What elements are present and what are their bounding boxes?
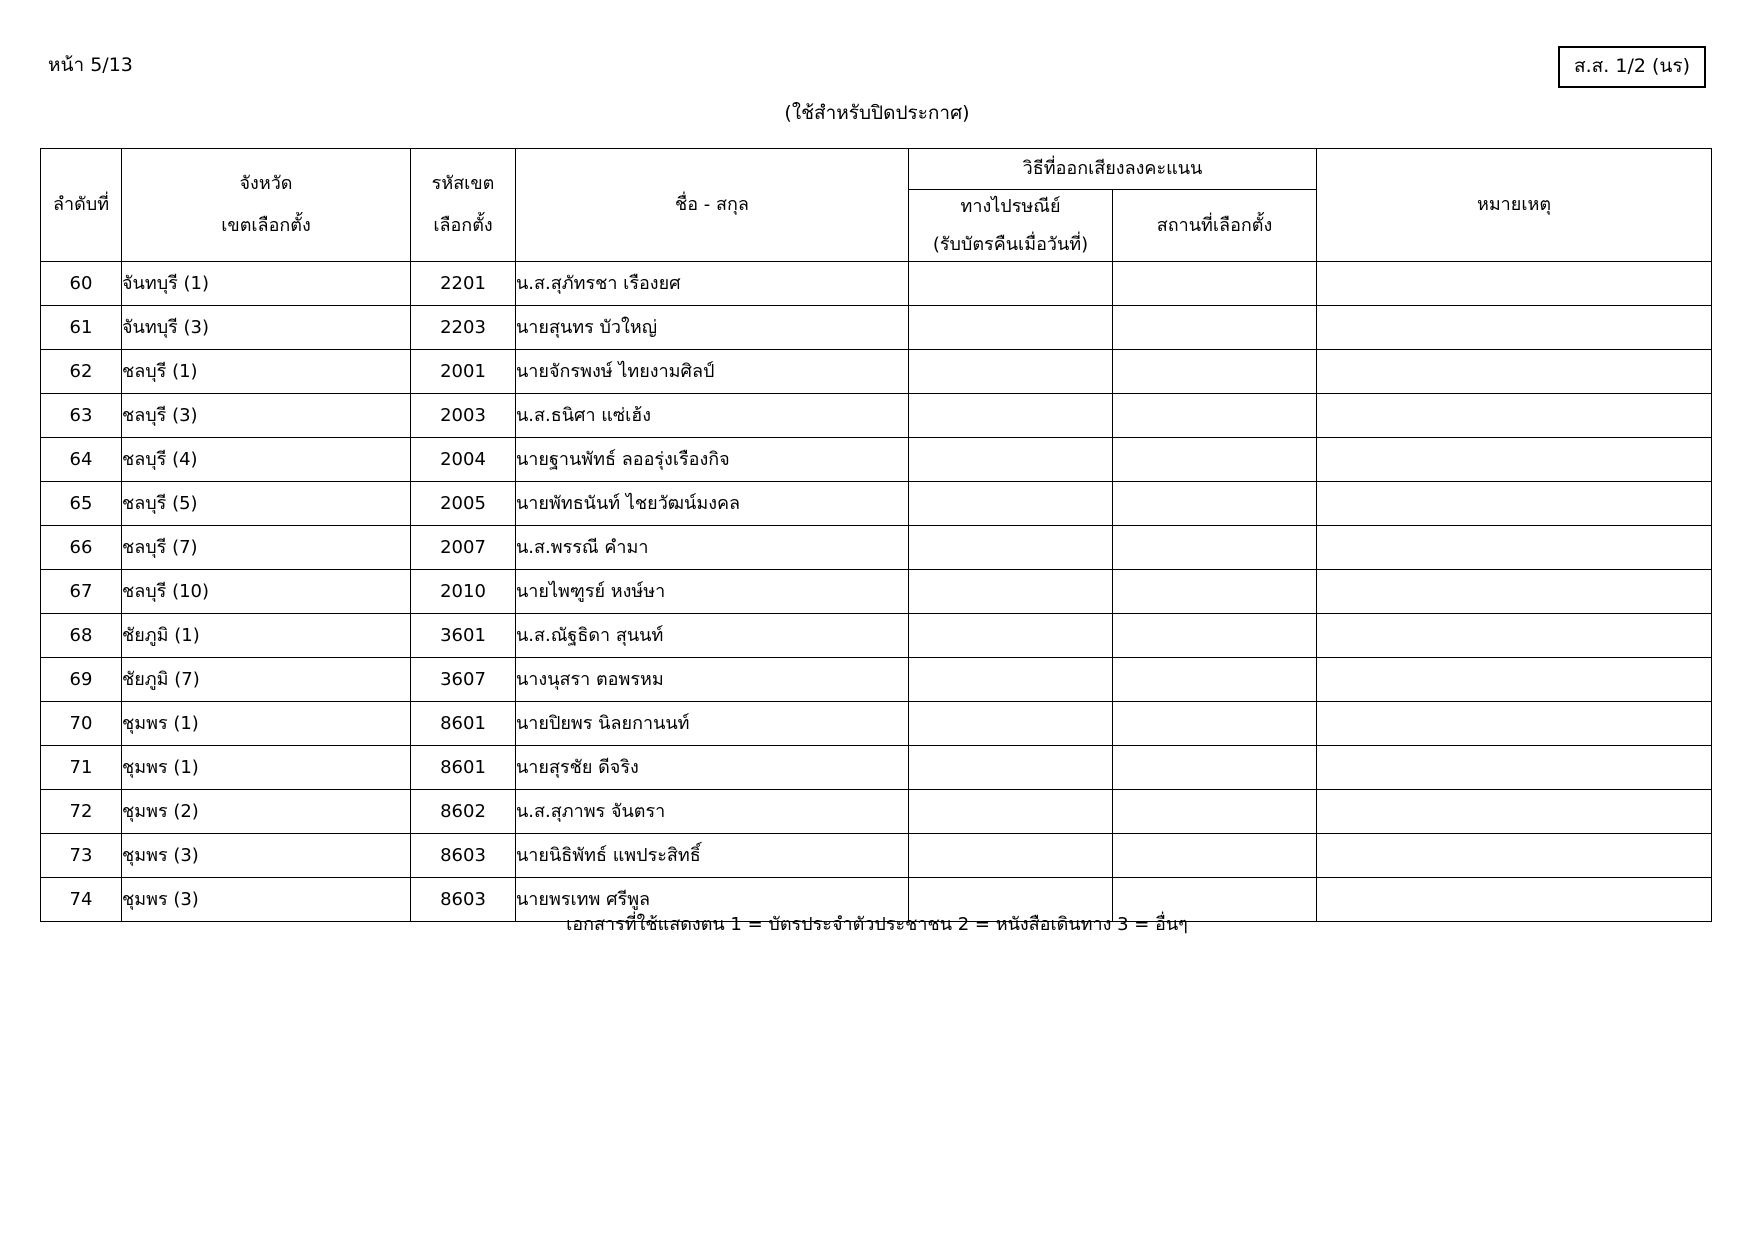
- cell-name: นายพรเทพ ศรีพูล: [516, 878, 909, 922]
- table-head: [41, 149, 1712, 262]
- cell-province: ชุมพร (2): [122, 790, 411, 834]
- table-row: [41, 614, 1712, 658]
- cell-no: 68: [41, 614, 122, 658]
- cell-code: 2001: [411, 350, 516, 394]
- cell-postal: [909, 526, 1113, 570]
- cell-remark: [1317, 570, 1712, 614]
- cell-remark: [1317, 262, 1712, 306]
- cell-name: นายสุนทร บัวใหญ่: [516, 306, 909, 350]
- cell-code: 2201: [411, 262, 516, 306]
- column-header-method-group: วิธีที่ออกเสียงลงคะแนน: [909, 149, 1317, 190]
- column-header-code-line2: เลือกตั้ง: [433, 215, 493, 236]
- cell-remark: [1317, 394, 1712, 438]
- table-row: [41, 790, 1712, 834]
- cell-no: 64: [41, 438, 122, 482]
- cell-name: น.ส.ธนิศา แซ่เฮ้ง: [516, 394, 909, 438]
- column-header-province: [122, 149, 411, 262]
- cell-province: ชัยภูมิ (7): [122, 658, 411, 702]
- table-body: [41, 262, 1712, 922]
- table-row: [41, 350, 1712, 394]
- cell-code: 2003: [411, 394, 516, 438]
- cell-code: 8602: [411, 790, 516, 834]
- cell-province: ชลบุรี (7): [122, 526, 411, 570]
- cell-code: 2010: [411, 570, 516, 614]
- cell-code: 8603: [411, 834, 516, 878]
- cell-postal: [909, 394, 1113, 438]
- cell-name: นางนุสรา ตอพรหม: [516, 658, 909, 702]
- cell-place: [1113, 570, 1317, 614]
- cell-place: [1113, 394, 1317, 438]
- cell-province: ชุมพร (1): [122, 746, 411, 790]
- cell-place: [1113, 834, 1317, 878]
- document-footnote: เอกสารที่ใช้แสดงตน 1 = บัตรประจำตัวประชาชน 2 = หนังสือเดินทาง 3 = อื่นๆ: [566, 914, 1188, 935]
- cell-province: ชลบุรี (4): [122, 438, 411, 482]
- table-row: [41, 834, 1712, 878]
- cell-place: [1113, 746, 1317, 790]
- cell-remark: [1317, 306, 1712, 350]
- table-row: [41, 526, 1712, 570]
- cell-remark: [1317, 790, 1712, 834]
- cell-place: [1113, 526, 1317, 570]
- column-header-name: ชื่อ - สกุล: [516, 149, 909, 262]
- cell-remark: [1317, 614, 1712, 658]
- cell-code: 3607: [411, 658, 516, 702]
- cell-code: 2203: [411, 306, 516, 350]
- column-header-province-line2: เขตเลือกตั้ง: [221, 215, 311, 236]
- cell-postal: [909, 570, 1113, 614]
- cell-postal: [909, 614, 1113, 658]
- cell-postal: [909, 438, 1113, 482]
- cell-name: น.ส.สุภาพร จันตรา: [516, 790, 909, 834]
- column-header-method-postal: [909, 190, 1113, 262]
- cell-place: [1113, 438, 1317, 482]
- cell-no: 74: [41, 878, 122, 922]
- table-row: [41, 570, 1712, 614]
- cell-no: 60: [41, 262, 122, 306]
- cell-code: 2007: [411, 526, 516, 570]
- cell-name: น.ส.พรรณี คำมา: [516, 526, 909, 570]
- cell-postal: [909, 350, 1113, 394]
- cell-name: น.ส.สุภัทรชา เรืองยศ: [516, 262, 909, 306]
- cell-place: [1113, 482, 1317, 526]
- cell-no: 63: [41, 394, 122, 438]
- cell-name: นายนิธิพัทธ์ แพประสิทธิ์: [516, 834, 909, 878]
- cell-remark: [1317, 658, 1712, 702]
- cell-name: น.ส.ณัฐธิดา สุนนท์: [516, 614, 909, 658]
- candidate-table: [40, 148, 1712, 922]
- cell-remark: [1317, 350, 1712, 394]
- page-number-label: หน้า 5/13: [48, 54, 133, 76]
- cell-code: 8601: [411, 746, 516, 790]
- table-header-row-1: [41, 149, 1712, 190]
- cell-remark: [1317, 526, 1712, 570]
- cell-no: 67: [41, 570, 122, 614]
- column-header-province-line1: จังหวัด: [239, 173, 293, 194]
- page-header: [0, 52, 1754, 98]
- cell-code: 2005: [411, 482, 516, 526]
- column-header-method-place: สถานที่เลือกตั้ง: [1113, 190, 1317, 262]
- cell-remark: [1317, 746, 1712, 790]
- column-header-no: ลำดับที่: [41, 149, 122, 262]
- column-header-remark: หมายเหตุ: [1317, 149, 1712, 262]
- cell-name: นายฐานพัทธ์ ลออรุ่งเรืองกิจ: [516, 438, 909, 482]
- form-code-box: ส.ส. 1/2 (นร): [1558, 46, 1706, 88]
- cell-province: ชลบุรี (10): [122, 570, 411, 614]
- cell-province: ชุมพร (3): [122, 878, 411, 922]
- table-row: [41, 702, 1712, 746]
- cell-name: นายปิยพร นิลยกานนท์: [516, 702, 909, 746]
- column-header-method-postal-line1: ทางไปรษณีย์: [960, 195, 1061, 217]
- table-row: [41, 394, 1712, 438]
- column-header-code: [411, 149, 516, 262]
- cell-place: [1113, 262, 1317, 306]
- cell-postal: [909, 658, 1113, 702]
- cell-remark: [1317, 834, 1712, 878]
- cell-place: [1113, 658, 1317, 702]
- cell-province: ชลบุรี (1): [122, 350, 411, 394]
- cell-province: ชุมพร (3): [122, 834, 411, 878]
- cell-code: 3601: [411, 614, 516, 658]
- table-row: [41, 746, 1712, 790]
- cell-code: 8601: [411, 702, 516, 746]
- table-row: [41, 438, 1712, 482]
- cell-postal: [909, 834, 1113, 878]
- candidate-table-container: [40, 148, 1712, 922]
- cell-no: 72: [41, 790, 122, 834]
- cell-no: 65: [41, 482, 122, 526]
- table-row: [41, 306, 1712, 350]
- column-header-method-postal-line2: (รับบัตรคืนเมื่อวันที่): [932, 233, 1089, 255]
- cell-province: จันทบุรี (3): [122, 306, 411, 350]
- cell-province: ชลบุรี (5): [122, 482, 411, 526]
- cell-province: ชัยภูมิ (1): [122, 614, 411, 658]
- cell-name: นายจักรพงษ์ ไทยงามศิลป์: [516, 350, 909, 394]
- table-row: [41, 262, 1712, 306]
- table-row: [41, 482, 1712, 526]
- cell-remark: [1317, 702, 1712, 746]
- cell-postal: [909, 790, 1113, 834]
- cell-no: 61: [41, 306, 122, 350]
- cell-remark: [1317, 482, 1712, 526]
- cell-no: 69: [41, 658, 122, 702]
- cell-place: [1113, 350, 1317, 394]
- cell-postal: [909, 746, 1113, 790]
- cell-name: นายสุรชัย ดีจริง: [516, 746, 909, 790]
- cell-no: 73: [41, 834, 122, 878]
- cell-name: นายไพฑูรย์ หงษ์ษา: [516, 570, 909, 614]
- cell-place: [1113, 702, 1317, 746]
- cell-name: นายพัทธนันท์ ไชยวัฒน์มงคล: [516, 482, 909, 526]
- cell-place: [1113, 614, 1317, 658]
- cell-postal: [909, 306, 1113, 350]
- cell-no: 70: [41, 702, 122, 746]
- cell-remark: [1317, 438, 1712, 482]
- cell-postal: [909, 702, 1113, 746]
- cell-postal: [909, 262, 1113, 306]
- cell-no: 62: [41, 350, 122, 394]
- table-row: [41, 658, 1712, 702]
- cell-no: 71: [41, 746, 122, 790]
- cell-no: 66: [41, 526, 122, 570]
- column-header-code-line1: รหัสเขต: [431, 173, 495, 194]
- cell-province: ชลบุรี (3): [122, 394, 411, 438]
- cell-place: [1113, 306, 1317, 350]
- document-subtitle: (ใช้สำหรับปิดประกาศ): [784, 102, 970, 124]
- cell-code: 2004: [411, 438, 516, 482]
- cell-province: ชุมพร (1): [122, 702, 411, 746]
- cell-code: 8603: [411, 878, 516, 922]
- cell-postal: [909, 482, 1113, 526]
- cell-place: [1113, 790, 1317, 834]
- cell-province: จันทบุรี (1): [122, 262, 411, 306]
